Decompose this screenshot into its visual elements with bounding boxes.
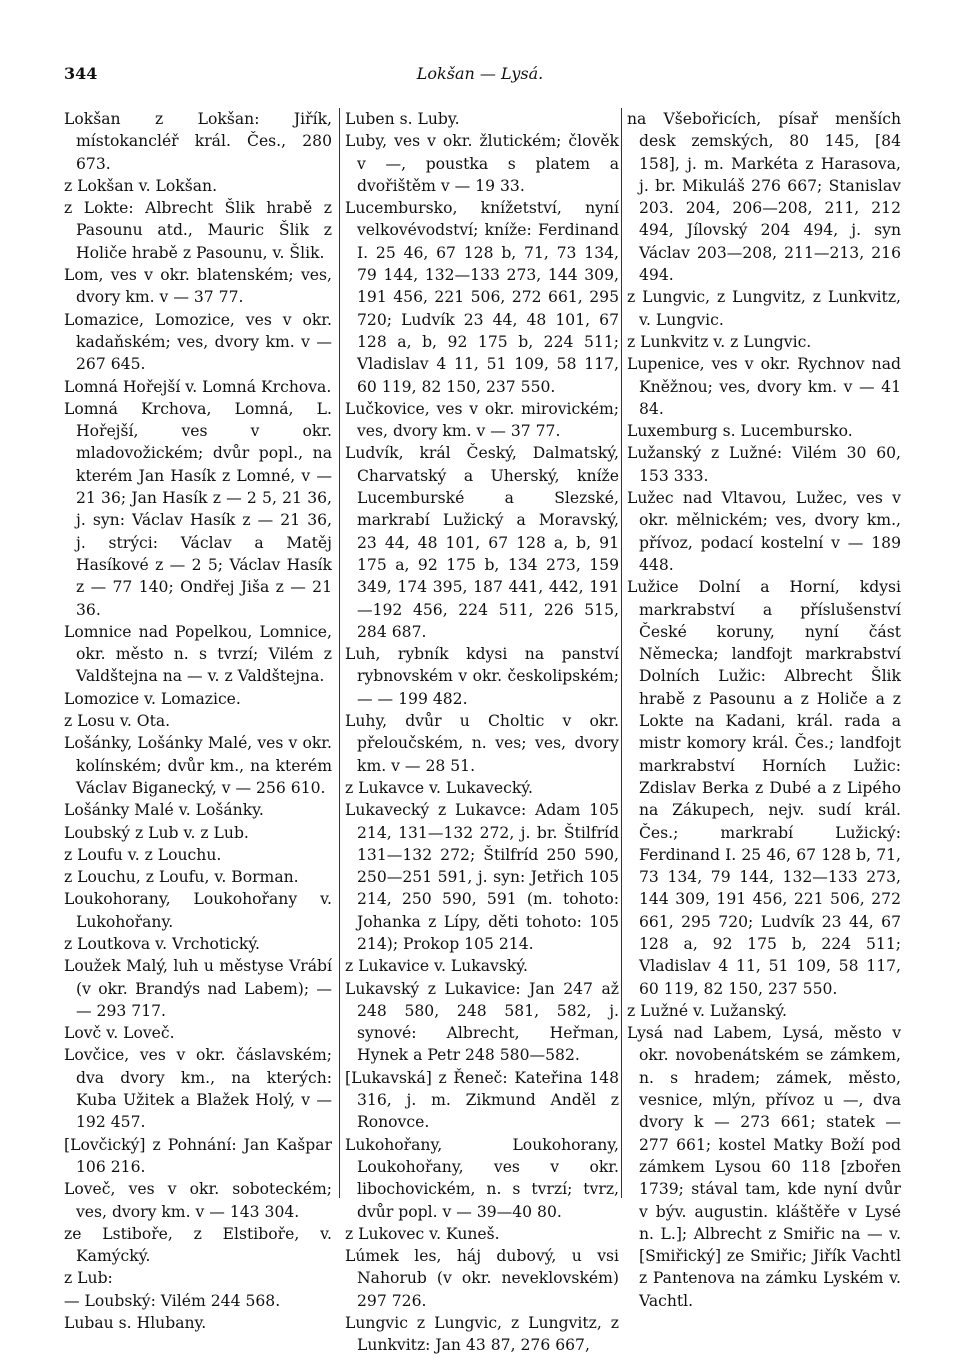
index-entry: z Lub:	[64, 1269, 113, 1288]
index-entry: — Loubský: Vilém 244 568.	[64, 1291, 281, 1310]
index-entry: [Lukavská] z Řeneč: Kateřina 148 316, j. m. Zikmund Anděl z Ronovce.	[345, 1068, 619, 1132]
index-entry: Lužice Dolní a Horní, kdysi markrabství a příslušenství České koruny, nyní část Německa; landfojt markrabství Dolních Lužic: Albrecht Šlik hrabě z Pasounu a z Holiče a z Lokte na Kadani, král. rada a mistr komory král. Čes.; landfojt markrabství Horních Lužic: Zdislav Berka z Dubé a z Lipého na Zákupech, nejv. sudí král. Čes.; markrabí Lužický: Ferdinand I. 25 46, 67 128 b, 71, 73 134, 79 144, 132—133 273, 144 309, 191 456, 221 506, 272 661, 295 720; Ludvík 23 44, 67 128 a, 92 175 b, 224 511; Vladislav 4 11, 51 109, 58 117, 60 119, 82 150, 237 550.	[627, 578, 901, 998]
index-entry: z Loufu v. z Louchu.	[64, 845, 222, 864]
index-entry: z Lukavice v. Lukavský.	[345, 957, 529, 976]
index-entry: Lom, ves v okr. blatenském; ves, dvory km. v — 37 77.	[64, 266, 332, 307]
index-column-1	[64, 108, 332, 1334]
index-entry: z Lukavce v. Lukavecký.	[345, 778, 533, 797]
index-entry: Lošánky, Lošánky Malé, ves v okr. kolínském; dvůr km., na kterém Václav Biganecký, v — 256 610.	[64, 734, 332, 797]
index-entry: Lomazice, Lomozice, ves v okr. kadaňském; ves, dvory km. v — 267 645.	[64, 310, 332, 374]
column-rule	[339, 108, 340, 1198]
index-entry: Lungvic z Lungvic, z Lungvitz, z Lunkvitz: Jan 43 87, 276 667,	[345, 1314, 619, 1355]
index-entry: Luben s. Luby.	[345, 110, 460, 128]
index-entry: Lužanský z Lužné: Vilém 30 60, 153 333.	[627, 444, 901, 485]
index-entry: z Lukovec v. Kuneš.	[345, 1224, 500, 1243]
index-entry: [Lovčický] z Pohnání: Jan Kašpar 106 216.	[64, 1135, 332, 1176]
page-number: 344	[64, 64, 98, 83]
index-entry: Loveč, ves v okr. soboteckém; ves, dvory km. v — 143 304.	[64, 1180, 332, 1221]
index-entry: Lubau s. Hlubany.	[64, 1314, 207, 1333]
index-entry: z Louchu, z Loufu, v. Borman.	[64, 868, 299, 887]
running-title: Lokšan — Lysá.	[416, 64, 544, 83]
index-entry: Lovčice, ves v okr. čáslavském; dva dvory km., na kterých: Kuba Užitek a Blažek Holý, v — 192 457.	[64, 1046, 332, 1132]
index-entry: Lukavecký z Lukavce: Adam 105 214, 131—132 272, j. br. Štilfríd 131—132 272; Štilfríd 250 590, 250—251 591, j. syn: Jetřich 105 214, 250 590, 591 (m. tohoto: Johanka z Lípy, děti tohoto: 105 214); Prokop 105 214.	[345, 801, 619, 953]
index-entry: Lukohořany, Loukohorany, Loukohořany, ves v okr. libochovickém, n. s tvrzí; tvrz, dvůr popl. v — 39—40 80.	[345, 1135, 619, 1221]
index-entry: Lucembursko, knížetství, nyní velkovévodství; kníže: Ferdinand I. 25 46, 67 128 b, 71, 73 134, 79 144, 132—133 273, 144 309, 191 456, 221 506, 272 661, 295 720; Ludvík 23 44, 48 101, 67 128 a, b, 92 175 b, 224 511; Vladislav 4 11, 51 109, 58 117, 60 119, 82 150, 237 550.	[345, 199, 619, 396]
index-entry: z Loutkova v. Vrchotický.	[64, 934, 261, 953]
index-entry: Lužec nad Vltavou, Lužec, ves v okr. mělnickém; ves, dvory km., přívoz, podací kostelní v — 189 448.	[627, 489, 901, 574]
index-entry: z Lungvic, z Lungvitz, z Lunkvitz, v. Lungvic.	[627, 288, 901, 329]
index-entry: z Lokšan v. Lokšan.	[64, 176, 218, 195]
index-entry: Lúmek les, háj dubový, u vsi Nahorub (v okr. neveklovském) 297 726.	[345, 1247, 619, 1310]
index-column-3	[627, 108, 901, 1312]
index-entry: Lomnice nad Popelkou, Lomnice, okr. město n. s tvrzí; Vilém z Valdštejna na — v. z Valdštejna.	[64, 622, 332, 686]
index-entry: z Lunkvitz v. z Lungvic.	[627, 332, 812, 351]
index-entry: z Losu v. Ota.	[64, 712, 171, 731]
index-entry: Luby, ves v okr. žlutickém; člověk v —, poustka s platem a dvořištěm v — 19 33.	[345, 132, 619, 195]
index-entry: Luhy, dvůr u Choltic v okr. přeloučském, n. ves; ves, dvory km. v — 28 51.	[345, 712, 619, 775]
index-entry: na Všebořicích, písař menších desk zemských, 80 145, [84 158], j. m. Markéta z Harasova, j. br. Mikuláš 276 667; Stanislav 203. 204, 206—208, 211, 212 494, Jílovský 204 494, j. syn Václav 203—208, 211—213, 216 494.	[627, 110, 901, 285]
index-entry: Lovč v. Loveč.	[64, 1024, 175, 1043]
index-entry: Lomná Hořejší v. Lomná Krchova.	[64, 377, 332, 396]
index-entry: Luxemburg s. Lucembursko.	[627, 422, 853, 441]
index-column-2	[345, 108, 619, 1357]
index-entry: Lomozice v. Lomazice.	[64, 689, 241, 708]
index-entry: Ludvík, král Český, Dalmatský, Charvatský a Uherský, kníže Lucemburské a Slezské, markrabí Lužický a Moravský, 23 44, 48 101, 67 128 a, b, 91 175 a, 92 175 b, 134 273, 159 349, 174 395, 187 441, 442, 191—192 456, 224 511, 226 515, 284 687.	[345, 444, 619, 641]
index-entry: Lukavský z Lukavice: Jan 247 až 248 580, 248 581, 582, j. synové: Albrecht, Heřman, Hynek a Petr 248 580—582.	[345, 979, 619, 1065]
index-entry: Lokšan z Lokšan: Jiřík, místokancléř král. Čes., 280 673.	[64, 110, 332, 173]
index-entry: Lošánky Malé v. Lošánky.	[64, 801, 264, 820]
index-entry: Loubský z Lub v. z Lub.	[64, 823, 249, 842]
index-entry: Lučkovice, ves v okr. mirovickém; ves, dvory km. v — 37 77.	[345, 399, 619, 441]
index-entry: z Lokte: Albrecht Šlik hrabě z Pasounu atd., Mauric Šlik z Holiče hrabě z Pasounu, v. Šlik.	[64, 199, 332, 262]
index-entry: z Lužné v. Lužanský.	[627, 1001, 787, 1020]
index-entry: ze Lstiboře, z Elstiboře, v. Kamýcký.	[64, 1224, 332, 1266]
column-rule	[621, 108, 622, 1198]
index-entry: Lupenice, ves v okr. Rychnov nad Kněžnou; ves, dvory km. v — 41 84.	[627, 355, 901, 418]
index-entry: Lysá nad Labem, Lysá, město v okr. novobenátském se zámkem, n. s hradem; zámek, město, vesnice, mlýn, přívoz u —, dva dvory k — 273 661; statek — 277 661; kostel Matky Boží pod zámkem Lysou 60 118 [zbořen 1739; stával tam, kde nyní dvůr v býv. augustin. kláštěře v Lysé n. L.]; Albrecht z Smiřic na — v. [Smiřický] ze Smiřic; Jiřík Vachtl z Pantenova na zámku Lyském v. Vachtl.	[627, 1024, 901, 1310]
index-entry: Loužek Malý, luh u městyse Vrábí (v okr. Brandýs nad Labem); — — 293 717.	[64, 957, 332, 1020]
index-entry: Loukohorany, Loukohořany v. Lukohořany.	[64, 890, 332, 931]
index-entry: Luh, rybník kdysi na panství rybnovském v okr. českolipském; — — 199 482.	[345, 645, 619, 708]
index-entry: Lomná Krchova, Lomná, L. Hořejší, ves v okr. mladovožickém; dvůr popl., na kterém Jan Hasík z Lomné, v — 21 36; Jan Hasík z — 2 5, 21 36, j. syn: Václav Hasík z — 21 36, j. strýci: Václav a Matěj Hasíkové z — 2 5; Václav Hasík z — 77 140; Ondřej Jiša z — 21 36.	[64, 399, 332, 619]
